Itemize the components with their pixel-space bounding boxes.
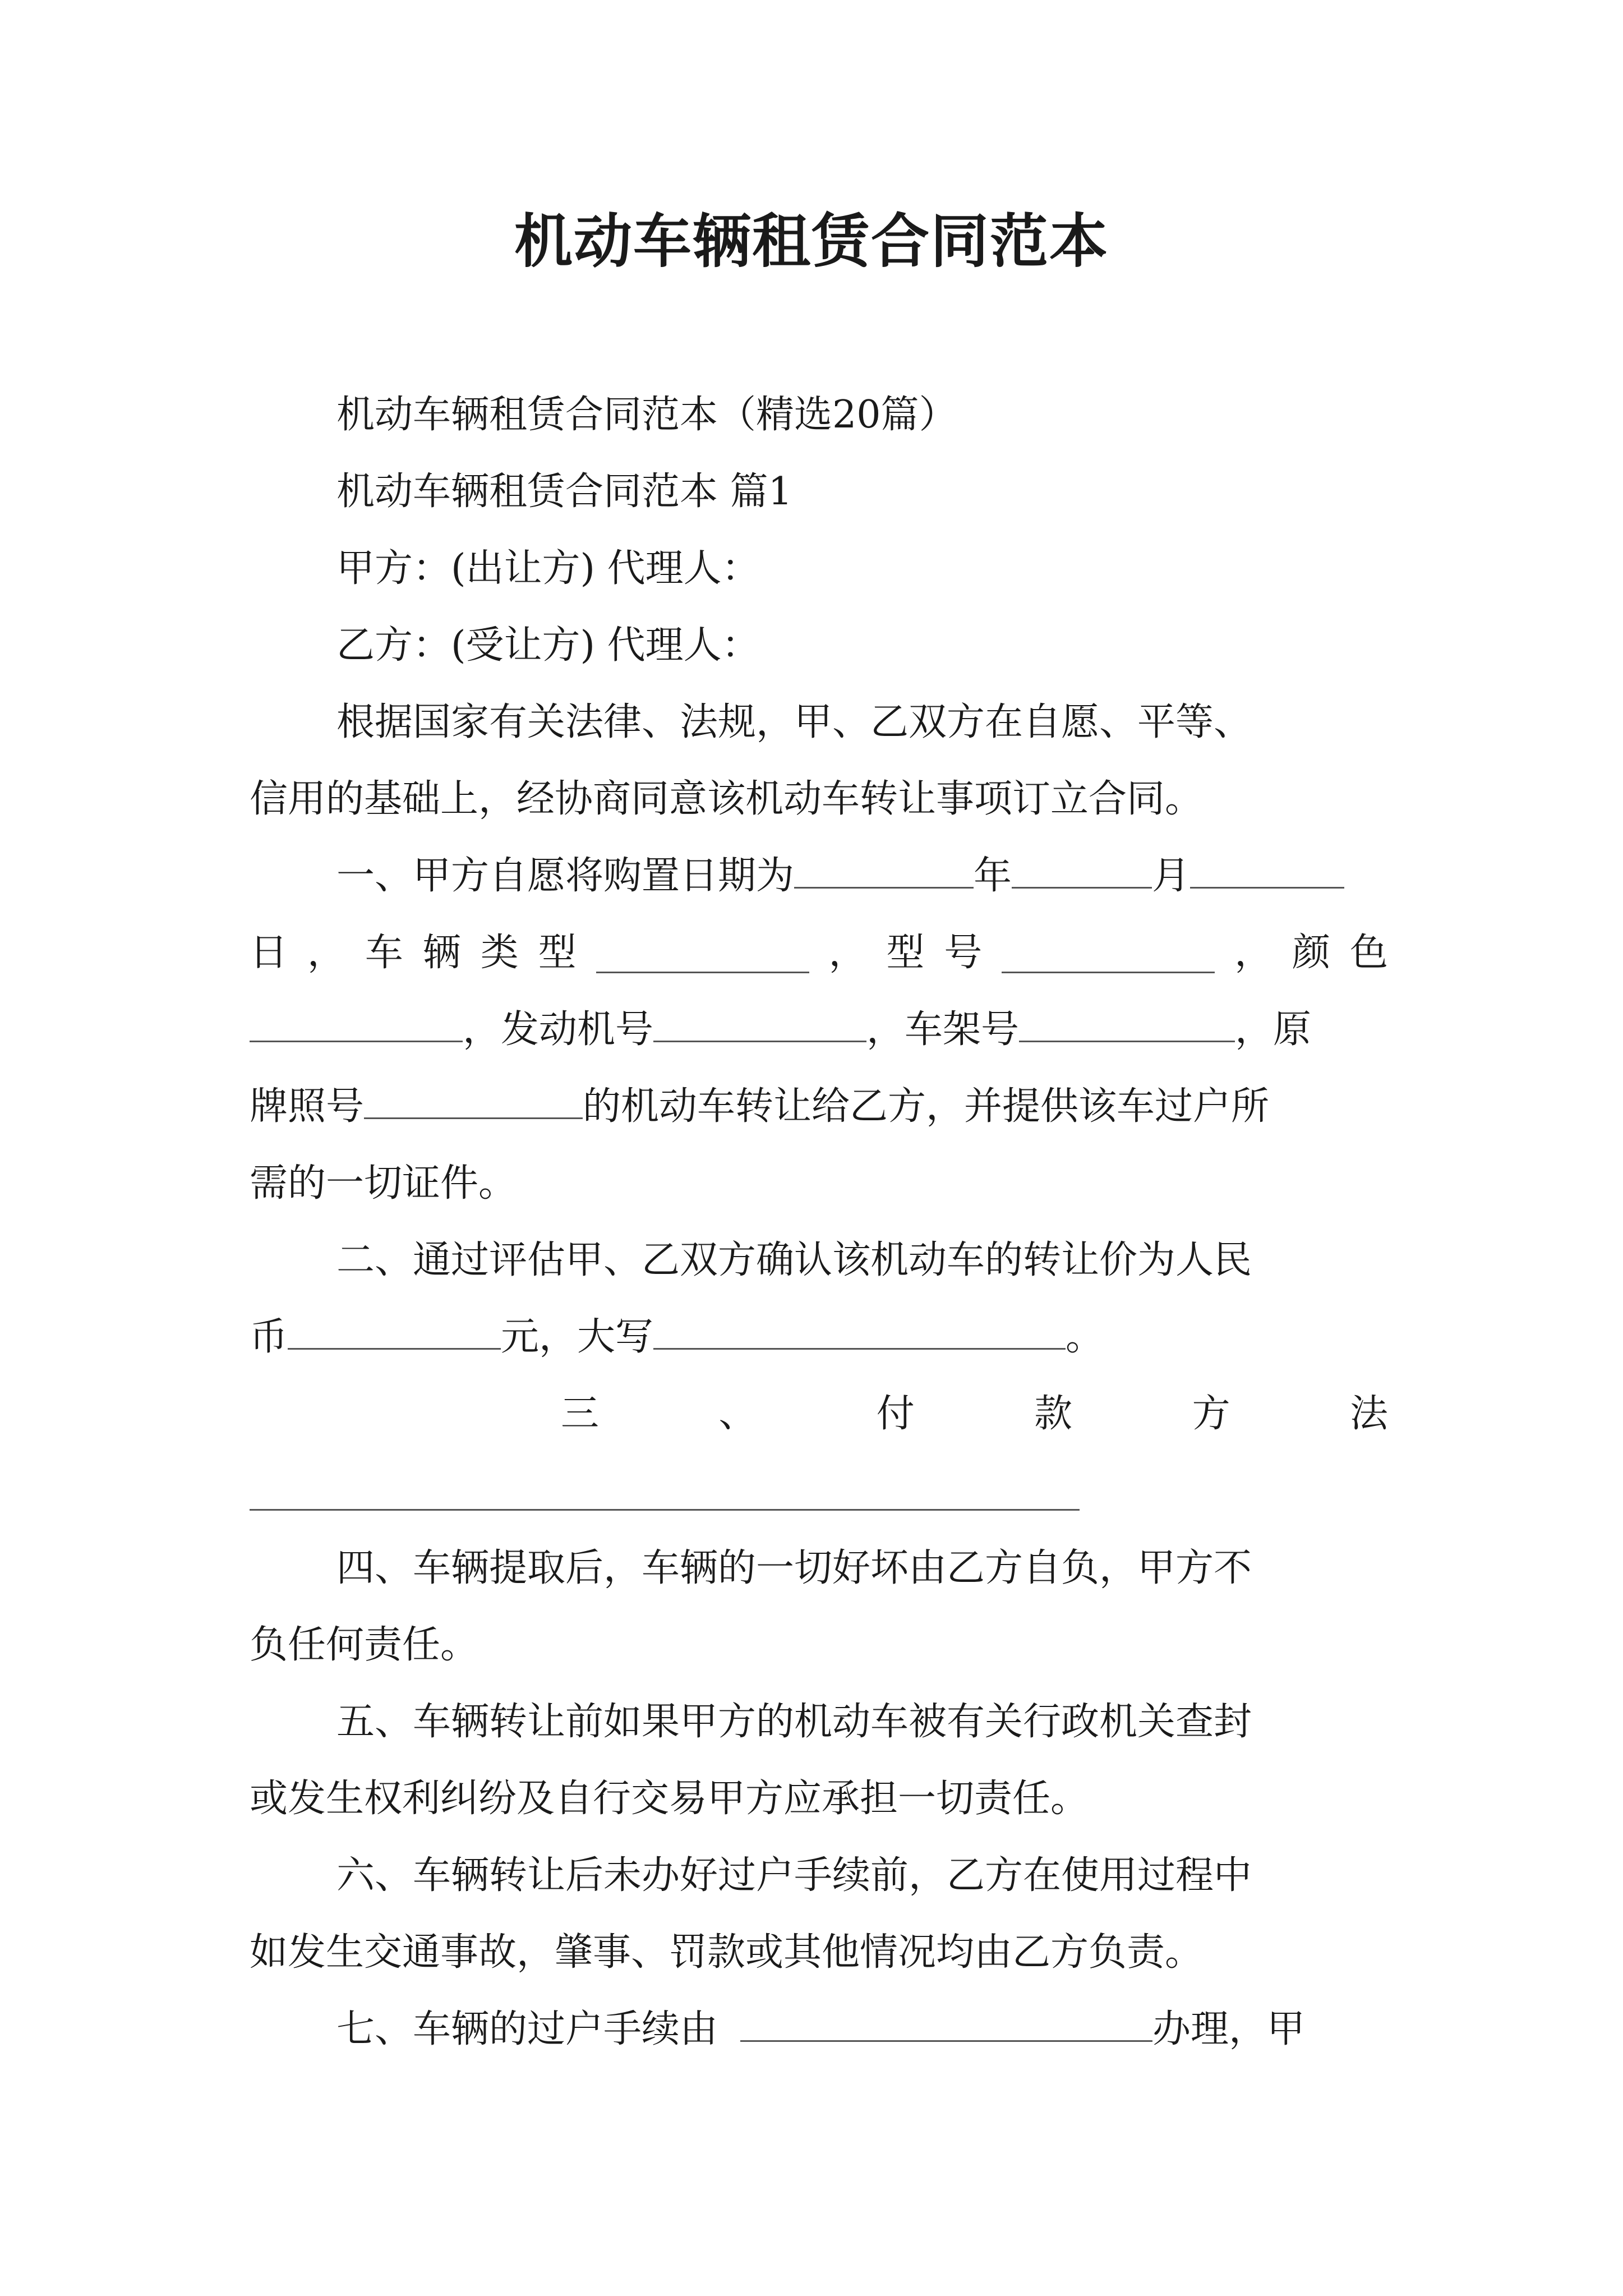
comma: ，	[828, 931, 867, 975]
day-label: 日	[250, 931, 288, 975]
blank-plate-number	[364, 1078, 583, 1119]
clause-6-line2: 如发生交通事故，肇事、罚款或其他情况均由乙方负责。	[250, 1930, 1204, 1975]
currency-label: 币	[250, 1315, 288, 1359]
char: 辆	[422, 931, 461, 975]
blank-purchase-year	[794, 848, 974, 889]
period: 。	[1066, 1315, 1104, 1359]
clause-1-line3	[250, 991, 1311, 1068]
char: 号	[944, 931, 983, 975]
clause-2-line2	[250, 1299, 1104, 1375]
blank-engine-number	[653, 1001, 866, 1042]
clause-7-text: 办理，甲	[1152, 2007, 1306, 2051]
clause-1-text: 一、甲方自愿将购置日期为	[336, 854, 795, 898]
char: 付	[876, 1392, 915, 1436]
char: 颜	[1292, 931, 1331, 975]
blank-purchase-day	[1190, 848, 1344, 889]
party-a-line: 甲方：(出让方) 代理人：	[336, 546, 760, 591]
clause-5-line2: 或发生权利纠纷及自行交易甲方应承担一切责任。	[250, 1777, 1089, 1821]
char: 型	[886, 931, 925, 975]
clause-1-text: 的机动车转让给乙方，并提供该车过户所	[583, 1084, 1270, 1129]
clause-1-line1	[336, 838, 1344, 914]
char: 方	[1192, 1392, 1230, 1436]
char: 型	[538, 931, 577, 975]
month-label: 月	[1152, 854, 1191, 898]
blank-vehicle-type	[596, 932, 809, 973]
clause-5-line1: 五、车辆转让前如果甲方的机动车被有关行政机关查封	[336, 1700, 1252, 1744]
party-b-line: 乙方：(受让方) 代理人：	[336, 623, 760, 668]
clause-4-line1: 四、车辆提取后，车辆的一切好坏由乙方自负，甲方不	[336, 1546, 1252, 1590]
blank-price-capital	[653, 1309, 1066, 1350]
subtitle-line: 机动车辆租赁合同范本（精选20篇）	[336, 393, 957, 437]
section-heading: 机动车辆租赁合同范本 篇1	[336, 470, 792, 514]
blank-price-amount	[288, 1309, 501, 1350]
clause-7-line1	[336, 1991, 1305, 2068]
char: 类	[480, 931, 519, 975]
blank-frame-number	[1019, 1001, 1235, 1042]
clause-3-heading	[561, 1375, 1388, 1452]
clause-7-text: 七、车辆的过户手续由	[336, 2007, 718, 2051]
clause-1-line4	[250, 1068, 1269, 1145]
comma: ，	[1234, 931, 1273, 975]
char: 色	[1349, 931, 1388, 975]
original-label: ，原	[1235, 1007, 1312, 1052]
char: 车	[365, 931, 403, 975]
blank-color	[250, 1001, 463, 1042]
char: 三	[561, 1392, 600, 1436]
blank-purchase-month	[1012, 848, 1152, 889]
clause-2-line1: 二、通过评估甲、乙双方确认该机动车的转让价为人民	[336, 1238, 1252, 1282]
clause-1-line5: 需的一切证件。	[250, 1161, 517, 1205]
year-label: 年	[974, 854, 1012, 898]
page-title: 机动车辆租赁合同范本	[514, 206, 1109, 275]
capital-label: 元，大写	[501, 1315, 654, 1359]
clause-1-line2	[250, 914, 1388, 991]
plate-label: 牌照号	[250, 1084, 365, 1129]
blank-model	[1002, 932, 1215, 973]
blank-transfer-handler	[740, 2001, 1152, 2042]
paragraph-preamble-line1: 根据国家有关法律、法规，甲、乙双方在自愿、平等、	[336, 700, 1252, 744]
clause-4-line2: 负任何责任。	[250, 1623, 479, 1667]
blank-payment-method	[250, 1509, 1080, 1511]
comma: ，	[307, 931, 345, 975]
char: 法	[1349, 1392, 1388, 1436]
engine-label: ，发动机号	[463, 1007, 654, 1052]
frame-label: ，车架号	[866, 1007, 1020, 1052]
clause-6-line1: 六、车辆转让后未办好过户手续前，乙方在使用过程中	[336, 1853, 1252, 1898]
char: 款	[1034, 1392, 1073, 1436]
paragraph-preamble-line2: 信用的基础上，经协商同意该机动车转让事项订立合同。	[250, 777, 1204, 821]
char: 、	[718, 1392, 757, 1436]
